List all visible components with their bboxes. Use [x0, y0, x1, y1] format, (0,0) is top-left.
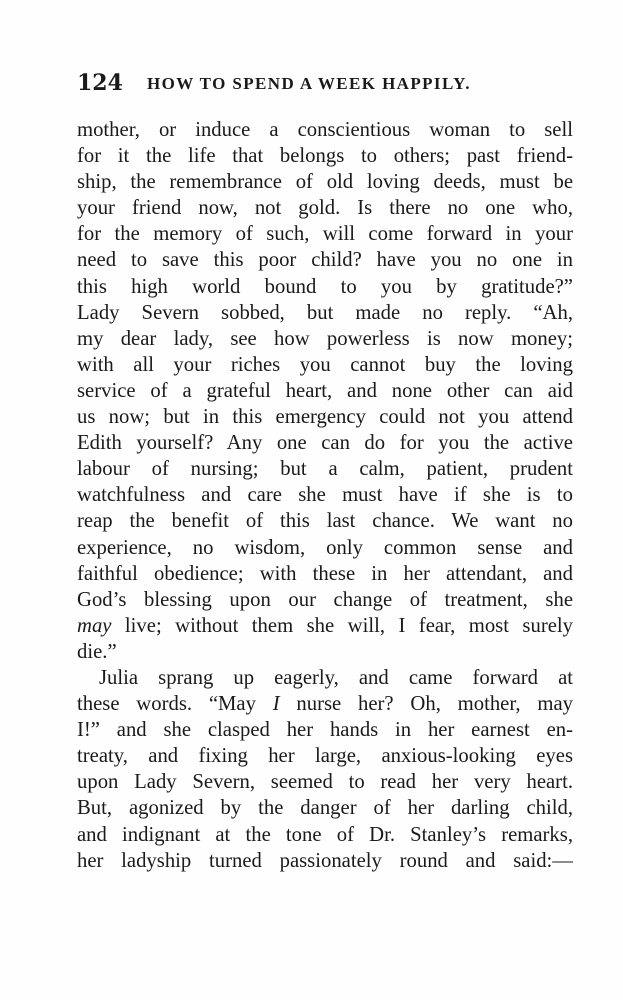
text-line: watchfulness and care she must have if she is to: [77, 484, 573, 507]
text-line: experience, no wisdom, only common sense and: [77, 536, 573, 559]
text-line: her ladyship turned passionately round and said:—: [77, 849, 573, 872]
text-line: us now; but in this emergency could not you attend: [77, 406, 573, 429]
text-line: with all your riches you cannot buy the loving: [77, 353, 573, 376]
text-line: Julia sprang up eagerly, and came forward at: [99, 666, 573, 689]
text-line: Edith yourself? Any one can do for you the active: [77, 432, 573, 455]
text-line: reap the benefit of this last chance. We want no: [77, 510, 573, 533]
text-line: die.”: [77, 640, 117, 663]
text-line: treaty, and fixing her large, anxious-looking eyes: [77, 745, 573, 768]
running-head: [77, 68, 573, 98]
italic-word: may: [77, 614, 112, 637]
text-line: mother, or induce a conscientious woman to sell: [77, 119, 573, 141]
body-text: [77, 117, 573, 874]
line-start: these words. “May: [77, 693, 273, 716]
text-line: [77, 691, 573, 717]
text-line: for the memory of such, will come forward in your: [77, 223, 573, 246]
text-line: upon Lady Severn, seemed to read her very heart.: [77, 771, 573, 794]
text-line: faithful obedience; with these in her attendant, and: [77, 562, 573, 585]
running-title: HOW TO SPEND A WEEK HAPPILY.: [147, 74, 471, 93]
text-line: labour of nursing; but a calm, patient, prudent: [77, 458, 573, 481]
text-line: But, agonized by the danger of her darling child,: [77, 797, 573, 820]
text-line: ship, the remembrance of old loving deeds, must be: [77, 171, 573, 194]
text-line: and indignant at the tone of Dr. Stanley’s remarks,: [77, 823, 573, 846]
italic-word: I: [272, 693, 280, 716]
page-number: 124: [77, 70, 123, 96]
text-line: for it the life that belongs to others; past friend-: [77, 145, 573, 168]
text-line: this high world bound to you by gratitude?”: [77, 275, 573, 298]
text-line: Lady Severn sobbed, but made no reply. “Ah,: [77, 301, 573, 324]
line-remainder: nurse her? Oh, mother, may: [279, 693, 574, 716]
text-line: God’s blessing upon our change of treatment, she: [77, 588, 573, 611]
text-line: need to save this poor child? have you no one in: [77, 249, 573, 272]
text-line: [77, 613, 573, 639]
line-remainder: live; without them she will, I fear, most surely: [111, 614, 573, 637]
text-line: my dear lady, see how powerless is now money;: [77, 327, 573, 350]
text-line: service of a grateful heart, and none other can aid: [77, 379, 573, 402]
text-line: I!” and she clasped her hands in her earnest en-: [77, 719, 573, 742]
text-line: your friend now, not gold. Is there no one who,: [77, 197, 573, 220]
